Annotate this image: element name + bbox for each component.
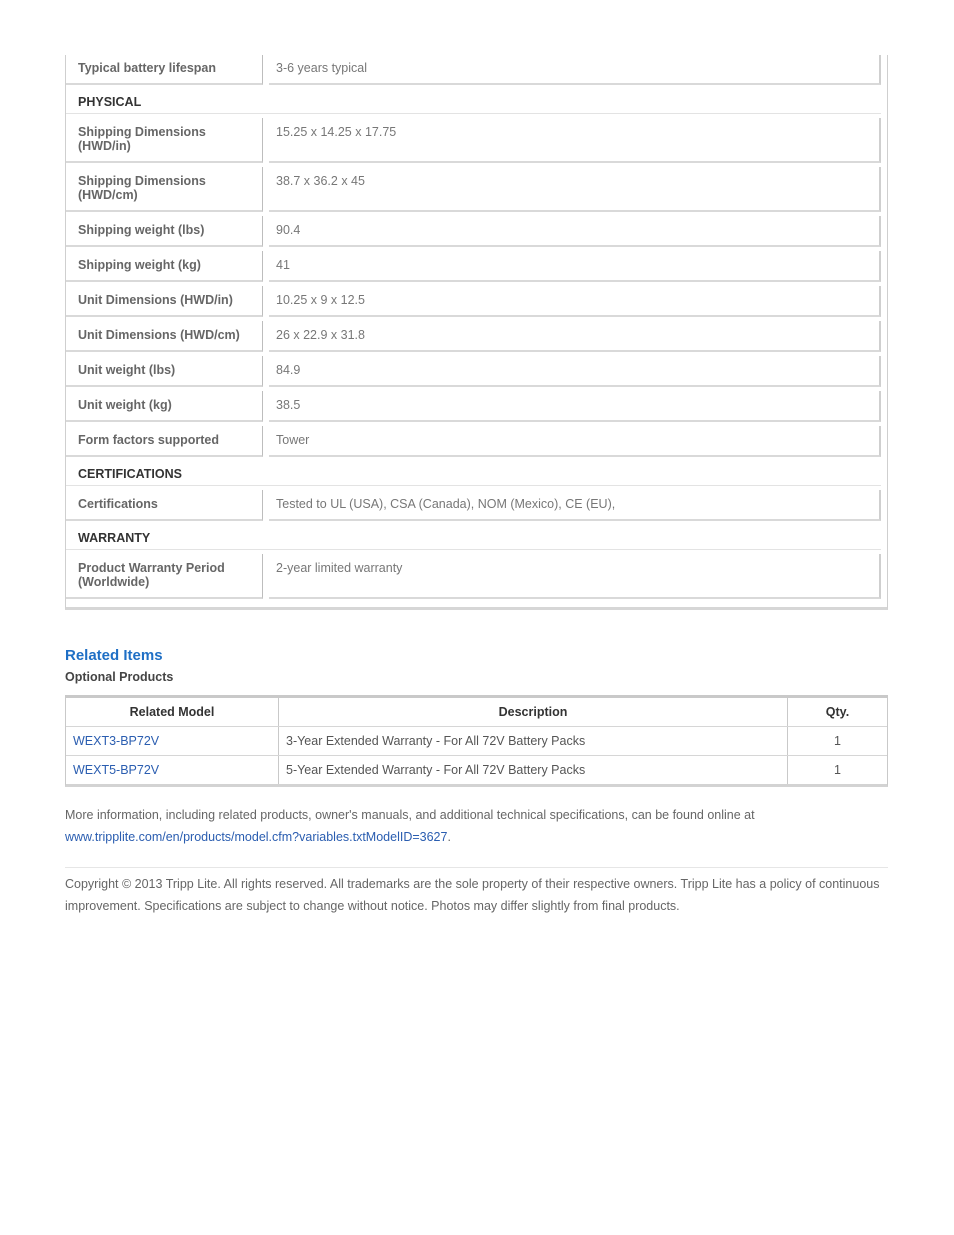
spec-row: [66, 55, 881, 85]
spec-row: [66, 321, 881, 352]
spec-label: Typical battery lifespan: [66, 55, 263, 85]
spec-label: Shipping Dimensions (HWD/cm): [66, 167, 263, 212]
spec-label: Certifications: [66, 490, 263, 521]
column-header-qty: Qty.: [825, 705, 850, 719]
section-heading-physical: PHYSICAL: [66, 89, 881, 114]
footer-divider: [65, 867, 888, 868]
spec-row: [66, 251, 881, 282]
spec-value: 41: [269, 251, 881, 282]
description-cell: 3-Year Extended Warranty - For All 72V Battery Packs: [279, 727, 788, 755]
table-row: [66, 727, 887, 756]
copyright-text: Copyright © 2013 Tripp Lite. All rights reserved. All trademarks are the sole property of their respective owners. Tripp Lite has a policy of continuous improvement. Specifications are subject to change without notice. Photos may differ slightly from final products.: [65, 877, 880, 913]
model-cell: [66, 756, 279, 784]
product-page-link[interactable]: www.tripplite.com/en/products/model.cfm?variables.txtModelID=3627: [65, 830, 448, 844]
model-link[interactable]: WEXT3-BP72V: [73, 734, 160, 748]
spec-label: Product Warranty Period (Worldwide): [66, 554, 263, 599]
spec-value: 15.25 x 14.25 x 17.75: [269, 118, 881, 163]
spec-value: Tested to UL (USA), CSA (Canada), NOM (Mexico), CE (EU),: [269, 490, 881, 521]
spec-value: 10.25 x 9 x 12.5: [269, 286, 881, 317]
model-cell: [66, 727, 279, 755]
spec-value: 26 x 22.9 x 31.8: [269, 321, 881, 352]
spec-row: [66, 490, 881, 521]
spec-value: 38.7 x 36.2 x 45: [269, 167, 881, 212]
related-items-table: [65, 695, 888, 787]
spec-value: Tower: [269, 426, 881, 457]
section-heading-certifications: CERTIFICATIONS: [66, 461, 881, 486]
spec-row: [66, 286, 881, 317]
optional-products-subtitle: Optional Products: [65, 670, 174, 684]
more-information-text: [65, 804, 888, 848]
table-row: [66, 756, 887, 784]
spec-row: [66, 167, 881, 212]
spec-label: Shipping weight (kg): [66, 251, 263, 282]
more-information-sentence: More information, including related products, owner's manuals, and additional technical specifications, can be found online at: [65, 808, 755, 822]
spec-value: 2-year limited warranty: [269, 554, 881, 599]
spec-value: 90.4: [269, 216, 881, 247]
description-cell: 5-Year Extended Warranty - For All 72V Battery Packs: [279, 756, 788, 784]
model-link[interactable]: WEXT5-BP72V: [73, 763, 160, 777]
spec-value: 84.9: [269, 356, 881, 387]
spec-label: Unit Dimensions (HWD/cm): [66, 321, 263, 352]
column-header-description: Description: [279, 698, 788, 726]
spec-value: 38.5: [269, 391, 881, 422]
spec-label: Shipping Dimensions (HWD/in): [66, 118, 263, 163]
spec-row: [66, 426, 881, 457]
spec-label: Shipping weight (lbs): [66, 216, 263, 247]
spec-label: Unit weight (kg): [66, 391, 263, 422]
specifications-table: [65, 55, 888, 610]
url-period: .: [447, 830, 451, 844]
page: [65, 55, 888, 917]
spec-label: Unit weight (lbs): [66, 356, 263, 387]
spec-label: Unit Dimensions (HWD/in): [66, 286, 263, 317]
qty-cell: 1: [834, 734, 841, 748]
section-heading-warranty: WARRANTY: [66, 525, 881, 550]
spec-row: [66, 554, 881, 599]
spec-row: [66, 356, 881, 387]
spec-row: [66, 216, 881, 247]
spec-row: [66, 391, 881, 422]
table-header-row: [66, 698, 887, 727]
qty-cell: 1: [834, 763, 841, 777]
spec-value: 3-6 years typical: [269, 55, 881, 85]
spec-row: [66, 118, 881, 163]
spec-label: Form factors supported: [66, 426, 263, 457]
column-header-related-model: Related Model: [66, 698, 279, 726]
related-items-title: Related Items: [65, 647, 163, 664]
